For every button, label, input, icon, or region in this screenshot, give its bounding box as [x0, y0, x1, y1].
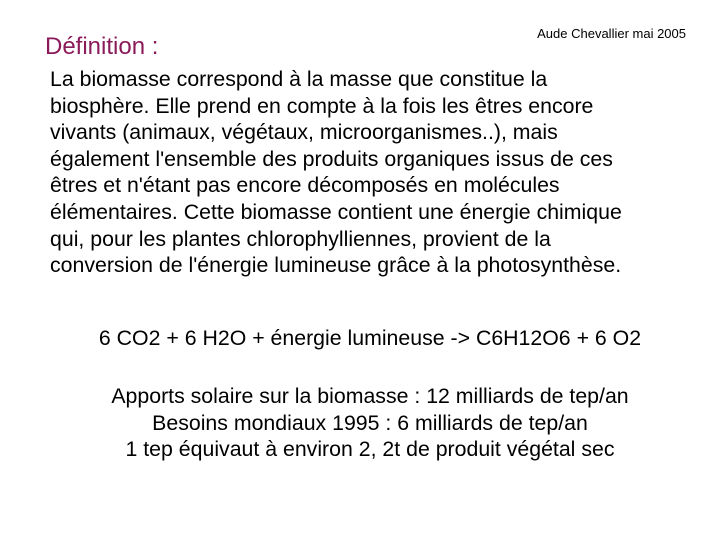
definition-paragraph [50, 66, 700, 279]
definition-line: biosphère. Elle prend en compte à la fois les êtres encore [50, 93, 594, 118]
definition-line: élémentaires. Cette biomasse contient une énergie chimique [50, 199, 622, 224]
fact-world-needs: Besoins mondiaux 1995 : 6 milliards de tep/an [152, 410, 588, 435]
definition-line: conversion de l'énergie lumineuse grâce à la photosynthèse. [50, 253, 622, 278]
definition-line: êtres et n'étant pas encore décomposés en molécules [50, 173, 560, 198]
energy-facts [0, 383, 720, 463]
slide-heading: Définition : [45, 33, 159, 60]
fact-tep-equivalence: 1 tep équivaut à environ 2, 2t de produit végétal sec [125, 437, 615, 461]
photosynthesis-equation: 6 CO2 + 6 H2O + énergie lumineuse -> C6H12O6 + 6 O2 [98, 326, 642, 350]
definition-line: vivants (animaux, végétaux, microorganismes..), mais [50, 120, 558, 145]
definition-line: La biomasse correspond à la masse que constitue la [50, 67, 548, 91]
author-date: Aude Chevallier mai 2005 [537, 26, 686, 41]
fact-solar-input: Apports solaire sur la biomasse : 12 milliards de tep/an [111, 384, 629, 408]
definition-line: qui, pour les plantes chlorophylliennes, provient de la [50, 226, 551, 251]
definition-line: également l'ensemble des produits organiques issus de ces [50, 146, 613, 171]
